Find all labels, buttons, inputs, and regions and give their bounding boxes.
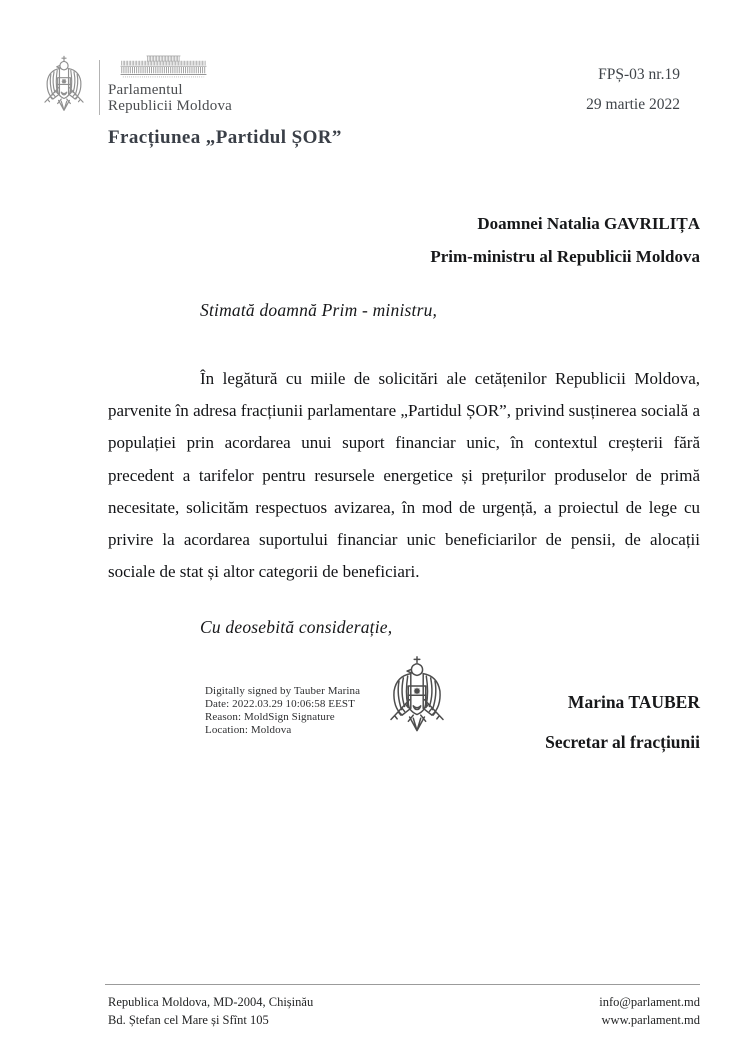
addressee-title: Prim-ministru al Republicii Moldova [430, 247, 700, 266]
org-name-line1: Parlamentul [108, 82, 183, 98]
org-block [108, 54, 232, 114]
footer-website: www.parlament.md [601, 1012, 700, 1027]
parliament-building-icon [108, 54, 219, 80]
signer-title: Secretar al fracțiunii [545, 732, 700, 752]
coat-of-arms-icon [40, 55, 88, 123]
closing-phrase: Cu deosebită considerație, [200, 617, 393, 637]
addressee-name: Doamnei Natalia GAVRILIȚA [477, 214, 700, 233]
footer-email: info@parlament.md [599, 995, 700, 1009]
reference-block [586, 60, 680, 120]
footer-contacts [599, 994, 700, 1029]
addressee-block [430, 207, 700, 273]
footer-address-line1: Republica Moldova, MD-2004, Chișinău [108, 995, 314, 1009]
faction-title: Fracțiunea „Partidul ȘOR” [108, 127, 342, 148]
reference-number: FPȘ-03 nr.19 [598, 66, 680, 83]
body-paragraph: În legătură cu miile de solicitări ale cetățenilor Republicii Moldova, parvenite în adresa fracțiunii parlamentare „Partidul ȘOR”, privind susținerea socială a populației prin acordarea unui suport financiar unic, în contextul creșterii fără precedent a tarifelor pentru resursele energetice și prețurilor produselor de primă necesitate, solicităm respectuos avizarea, în mod de urgență, a proiectul de lege cu privire la acordarea suportului financiar unic beneficiarilor de pensii, de alocații sociale de stat și altor categorii de beneficiari. [108, 369, 700, 582]
org-name-line2: Republicii Moldova [108, 98, 233, 114]
stamp-date: Date: 2022.03.29 10:06:58 EEST [205, 698, 355, 710]
signer-name: Marina TAUBER [567, 692, 700, 712]
stamp-signed-by: Digitally signed by Tauber Marina [205, 685, 361, 697]
logo-divider [99, 60, 100, 115]
signer-block [545, 692, 700, 752]
stamp-reason: Reason: MoldSign Signature [205, 711, 335, 723]
stamp-location: Location: Moldova [205, 724, 292, 736]
signature-coat-of-arms-icon [386, 655, 448, 748]
salutation: Stimată doamnă Prim - ministru, [200, 300, 438, 320]
digital-signature-stamp [205, 685, 360, 737]
footer-address-line2: Bd. Ștefan cel Mare și Sfînt 105 [108, 1012, 269, 1027]
letter-date: 29 martie 2022 [586, 96, 680, 113]
footer-address [108, 994, 313, 1029]
footer-divider [105, 984, 700, 985]
